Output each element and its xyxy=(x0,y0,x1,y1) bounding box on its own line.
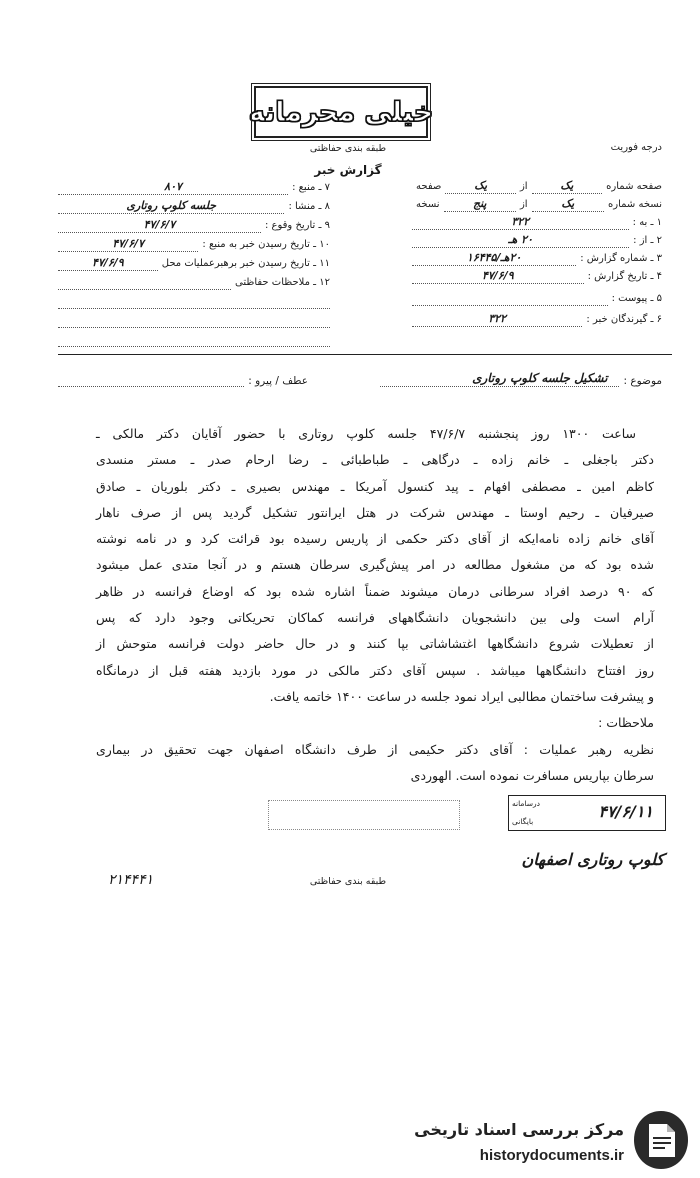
handwritten-document-number: ۲۱۴۴۴۱ xyxy=(108,872,154,888)
archive-stamp-line: درسامانه xyxy=(512,799,540,808)
subject-row xyxy=(380,369,662,387)
copy-count-value: پنج xyxy=(444,197,516,212)
body-line: دکتر باجغلی ـ خانم زاده ـ درگاهی ـ طباطبائی ـ رضا ارحام صدر ـ مستر منسدی xyxy=(96,452,654,468)
body-line: از تعطیلات شروع دانشگاهها اغتشاشاتی بپا کنند و در حال حاضر دولت فرانسه متوحش از xyxy=(96,636,654,652)
page-of-label: از xyxy=(519,181,528,192)
field-label: ۴ ـ تاریخ گزارش : xyxy=(587,271,662,282)
archive-document-icon xyxy=(632,1109,690,1175)
field-label: ۱ ـ به : xyxy=(632,217,662,228)
field-attachment xyxy=(412,288,662,306)
empty-value-line xyxy=(58,372,244,387)
field-source xyxy=(58,176,330,195)
report-body xyxy=(96,421,654,789)
field-value: ۳۲۲ xyxy=(412,215,629,230)
field-value: ۴۷/۶/۹ xyxy=(58,256,158,271)
field-label: ۱۲ ـ ملاحظات حفاظتی xyxy=(235,277,330,288)
urgency-label: درجه فوریت xyxy=(610,142,662,153)
subject-value: تشکیل جلسه کلوپ روتاری xyxy=(380,371,619,387)
field-label: ۲ ـ از : xyxy=(633,235,662,246)
body-line: شده بود که من مشغول مطالعه در امر پیش‌گیری سرطان هستم و در آنجا متدی عمل میشود xyxy=(96,557,654,573)
field-operations-received-date xyxy=(58,252,330,271)
field-label: ۱۰ ـ تاریخ رسیدن خبر به منبع : xyxy=(202,239,330,250)
field-origin xyxy=(58,195,330,214)
field-security-notes xyxy=(58,271,330,290)
reference-row xyxy=(58,369,308,387)
field-value: ۳۲۲ xyxy=(412,312,582,327)
dotted-frame xyxy=(268,800,460,830)
body-line: صیرفیان ـ رحیم اوستا ـ مهندس شرکت در هتل ایرانتور تشکیل گردید پس از صرف ناهار xyxy=(96,504,654,520)
blank-dotted-line xyxy=(58,290,330,309)
report-metadata-fields xyxy=(412,176,662,327)
field-value: ۴۷/۶/۹ xyxy=(412,269,584,284)
confidentiality-stamp xyxy=(248,86,434,138)
field-label: ۷ ـ منبع : xyxy=(292,182,330,193)
field-label: ۵ ـ پیوست : xyxy=(611,293,662,304)
body-line: سرطان بپاریس مسافرت نموده است. الهوردی xyxy=(410,767,654,783)
field-from xyxy=(412,230,662,248)
field-value: ۴۷/۶/۷ xyxy=(58,218,261,233)
archive-stamp xyxy=(508,795,666,831)
body-line: ساعت ۱۳۰۰ روز پنجشنبه ۴۷/۶/۷ جلسه کلوپ روتاری با حضور آقایان دکتر مالکی ـ xyxy=(96,426,636,441)
field-label: ۸ ـ منشا : xyxy=(288,201,330,212)
copy-number-row xyxy=(412,194,662,212)
field-value: جلسه کلوپ روتاری xyxy=(58,199,284,214)
copy-unit-label: نسخه xyxy=(416,199,440,210)
report-title: گزارش خبر xyxy=(314,163,382,177)
field-report-date xyxy=(412,266,662,284)
field-to xyxy=(412,212,662,230)
archive-stamp-date: ۴۷/۶/۱۱ xyxy=(598,802,653,821)
copy-of-label: از xyxy=(519,199,528,210)
field-value: ۸۰۷ xyxy=(58,180,288,195)
handwritten-note: کلوپ روتاری اصفهان xyxy=(521,850,664,869)
body-line: کاظم امین ـ مصطفی افهام ـ پید کنسول آمریکا ـ مهندس بصیری ـ دکتر بلوریان ـ صادق xyxy=(96,478,654,494)
archive-stamp-line: بایگانی xyxy=(512,817,534,826)
header-divider xyxy=(58,354,672,355)
field-value: ۲۰هـ/۱۶۴۴۵ xyxy=(412,251,576,266)
confidentiality-stamp-text: خیلی محرمانه xyxy=(248,96,434,128)
watermark-site: historydocuments.ir xyxy=(479,1147,624,1164)
source-fields xyxy=(58,176,330,347)
copy-number-value: یک xyxy=(532,197,604,212)
body-line: روز افتتاح دانشگاهها میباشد . سپس آقای دکتر مالکی در مورد بازدید هفته قبل از درمانگاه xyxy=(96,662,654,678)
field-label: ۹ ـ تاریخ وقوع : xyxy=(264,220,330,231)
body-line: و پیشرفت ساختمان مطالبی ایراد نمود جلسه در ساعت ۱۴۰۰ خاتمه یافت. xyxy=(269,688,654,704)
field-label: ۶ ـ گیرندگان خبر : xyxy=(586,314,662,325)
page-unit-label: صفحه xyxy=(416,181,442,192)
field-report-number xyxy=(412,248,662,266)
body-line: که ۹۰ درصد افراد سرطانی درمان میشوند ضمناً اشاره شده بود که اوضاع فرانسه در ظاهر xyxy=(96,583,654,599)
body-line: نظریه رهبر عملیات : آقای دکتر حکیمی از طرف دانشگاه اصفهان جهت تحقیق در بیماری xyxy=(96,741,654,757)
empty-value-line xyxy=(58,275,231,290)
security-classification-top: طبقه بندی حفاظتی xyxy=(309,143,387,154)
body-line: آقای خانم زاده نامه‌ایکه از آقای دکتر حکمی از پاریس رسیده بود قرائت کرد و در نامه نوشته xyxy=(96,531,654,547)
watermark-logo xyxy=(400,1108,690,1172)
page-number-row xyxy=(412,176,662,194)
field-recipients xyxy=(412,309,662,327)
field-value: ۴۷/۶/۷ xyxy=(58,237,198,252)
field-value: ۲۰ هـ xyxy=(412,233,629,248)
field-source-received-date xyxy=(58,233,330,252)
field-event-date xyxy=(58,214,330,233)
copy-number-label: نسخه شماره xyxy=(608,199,662,210)
page-number-value: یک xyxy=(532,179,603,194)
watermark-title: مرکز بررسی اسناد تاریخی xyxy=(414,1120,624,1139)
empty-value-line xyxy=(412,291,608,306)
subject-label: موضوع : xyxy=(623,375,662,387)
field-label: ۳ ـ شماره گزارش : xyxy=(580,253,662,264)
remarks-heading: ملاحظات : xyxy=(598,715,654,731)
reference-label: عطف / پیرو : xyxy=(248,375,308,387)
field-label: ۱۱ ـ تاریخ رسیدن خبر برهبرعملیات محل xyxy=(161,258,330,269)
blank-dotted-line xyxy=(58,309,330,328)
blank-dotted-line xyxy=(58,328,330,347)
page-count-value: یک xyxy=(445,179,516,194)
body-line: آرام است ولی بین دانشجویان دانشگاههای فرانسه کماکان تحریکاتی وجود دارد که پس xyxy=(96,610,654,626)
page-number-label: صفحه شماره xyxy=(606,181,662,192)
security-classification-bottom: طبقه بندی حفاظتی xyxy=(309,876,387,887)
